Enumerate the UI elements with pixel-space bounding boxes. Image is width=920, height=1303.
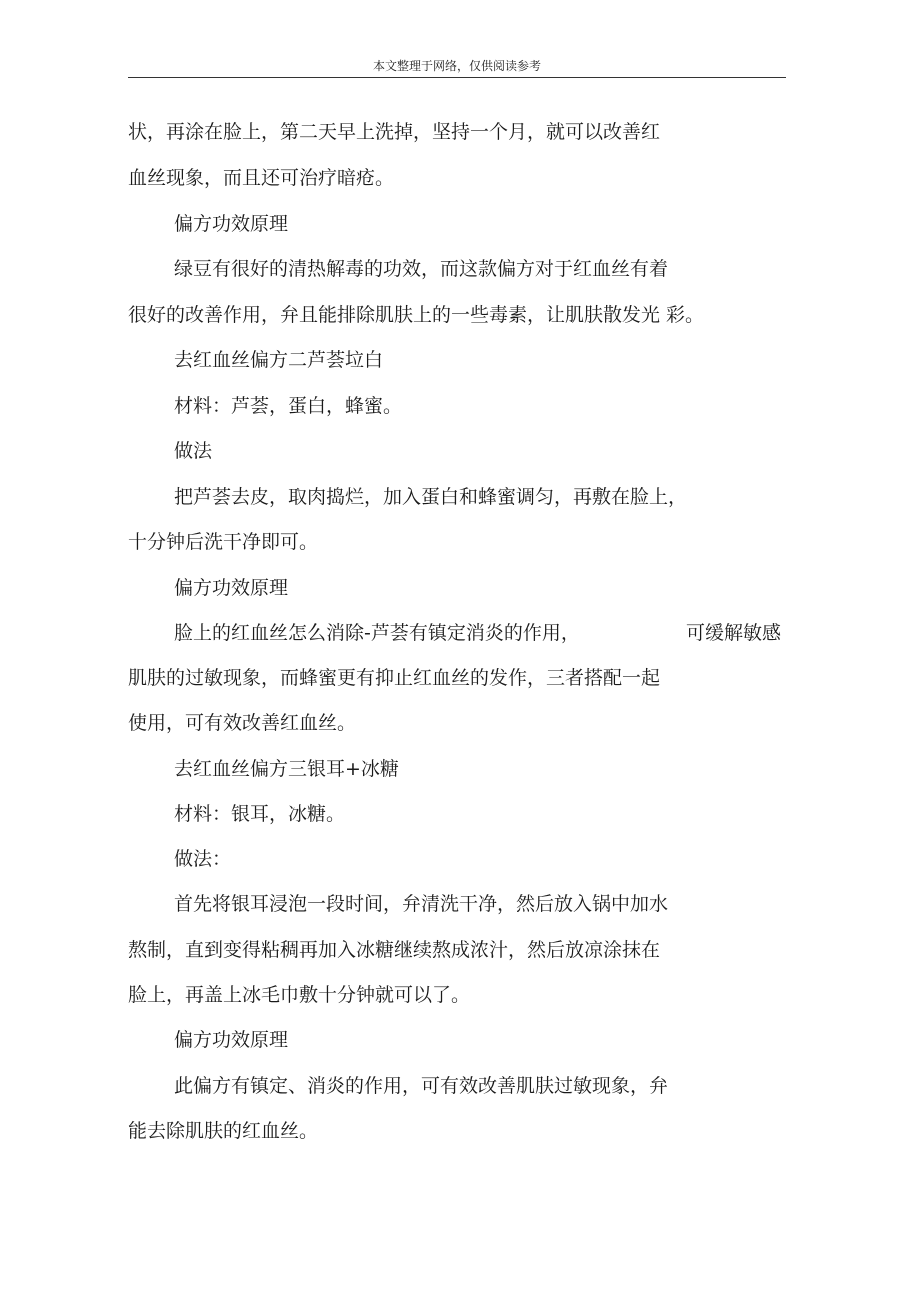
header-note: 本文整理于网络，仅供阅读参考 bbox=[372, 59, 541, 73]
paragraph-line: 能去除肌肤的红血丝。 bbox=[128, 1120, 319, 1142]
paragraph-line: 肌肤的过敏现象，而蜂蜜更有抑止红血丝的发作，三者搭配一起 bbox=[128, 667, 661, 689]
materials-line: 材料：银耳，冰糖。 bbox=[174, 803, 346, 825]
paragraph-line: 很好的改善作用，弁且能排除肌肤上的一些毒素，让肌肤散发光 彩。 bbox=[128, 304, 705, 326]
paragraph-line: 使用，可有效改善红血丝。 bbox=[128, 712, 357, 734]
paragraph-line: 状，再涂在脸上，第二天早上洗掉，坚持一个月，就可以改善红 bbox=[128, 121, 661, 143]
paragraph-line: 此偏方有镇定、消炎的作用，可有效改善肌肤过敏现象，弁 bbox=[174, 1075, 669, 1097]
method-heading: 做法： bbox=[174, 848, 232, 870]
section-heading: 去红血丝偏方三银耳+冰糖 bbox=[174, 758, 399, 780]
header-divider bbox=[128, 77, 786, 78]
paragraph-line: 绿豆有很好的清热解毒的功效，而这款偏方对于红血丝有着 bbox=[174, 258, 669, 280]
paragraph-line: 脸上的红血丝怎么消除-芦荟有镇定消炎的作用， bbox=[174, 622, 580, 644]
materials-line: 材料：芦荟，蛋白，蜂蜜。 bbox=[174, 395, 403, 417]
section-heading: 偏方功效原理 bbox=[174, 213, 289, 235]
paragraph-line-fragment: 可缓解敏感 bbox=[686, 622, 782, 644]
method-heading: 做法 bbox=[174, 440, 213, 462]
paragraph-line: 把芦荟去皮，取肉捣烂，加入蛋白和蜂蜜调匀，再敷在脸上， bbox=[174, 486, 688, 508]
paragraph-line: 脸上，再盖上冰毛巾敷十分钟就可以了。 bbox=[128, 984, 471, 1006]
paragraph-line: 首先将银耳浸泡一段时间，弁清洗干净，然后放入锅中加水 bbox=[174, 893, 669, 915]
paragraph-line: 熬制，直到变得粘稠再加入冰糖继续熬成浓汁，然后放凉涂抹在 bbox=[128, 939, 661, 961]
section-heading: 偏方功效原理 bbox=[174, 577, 289, 599]
paragraph-line: 血丝现象，而且还可治疗暗疮。 bbox=[128, 167, 395, 189]
paragraph-line: 十分钟后洗干净即可。 bbox=[128, 531, 319, 553]
section-heading: 去红血丝偏方二芦荟垃白 bbox=[174, 349, 384, 371]
section-heading: 偏方功效原理 bbox=[174, 1029, 289, 1051]
